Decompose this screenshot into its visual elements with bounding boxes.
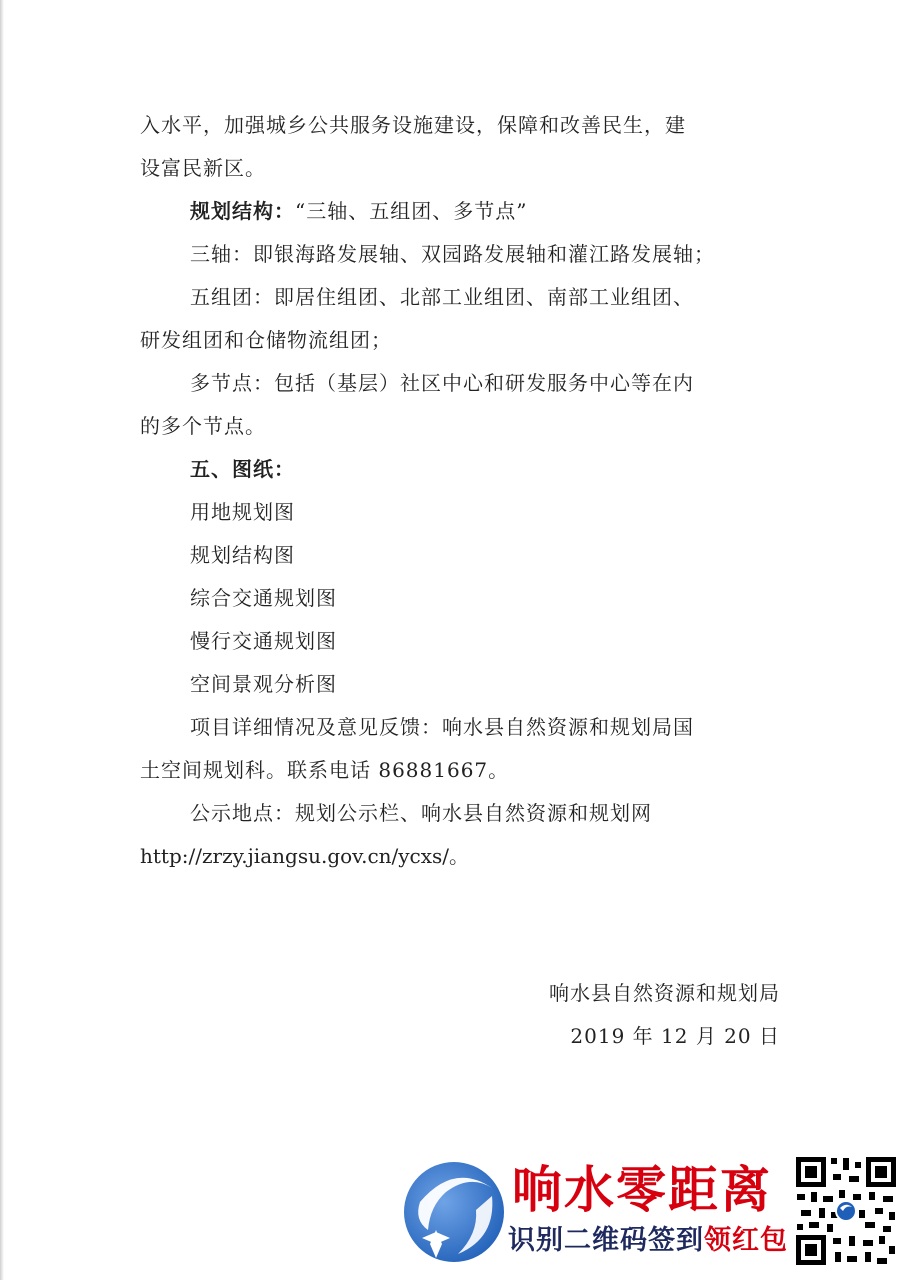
nodes-paragraph-cont: 的多个节点。 (140, 414, 266, 438)
drawing-item: 空间景观分析图 (190, 672, 337, 696)
drawing-item: 用地规划图 (190, 500, 295, 524)
structure-paragraph (140, 190, 780, 233)
page-edge (0, 0, 4, 1280)
document-body (140, 104, 780, 878)
paragraph-line: 入水平，加强城乡公共服务设施建设，保障和改善民生，建 (140, 113, 686, 137)
nodes-paragraph: 多节点：包括（基层）社区中心和研发服务中心等在内 (190, 371, 694, 395)
signature-block (549, 972, 780, 1058)
drawing-item: 慢行交通规划图 (190, 629, 337, 653)
structure-label: 规划结构： (190, 199, 295, 223)
clusters-paragraph: 五组团：即居住组团、北部工业组团、南部工业组团、 (190, 285, 694, 309)
feedback-paragraph: 项目详细情况及意见反馈：响水县自然资源和规划局国 (190, 715, 694, 739)
drawing-item: 综合交通规划图 (190, 586, 337, 610)
drawing-item: 规划结构图 (190, 543, 295, 567)
feedback-paragraph-cont: 土空间规划科。联系电话 86881667。 (140, 758, 510, 782)
clusters-paragraph-cont: 研发组团和仓储物流组团； (140, 328, 392, 352)
brand-name: 响水零距离 (512, 1161, 772, 1219)
axes-paragraph: 三轴：即银海路发展轴、双园路发展轴和灌江路发展轴； (190, 242, 715, 266)
structure-value: “三轴、五组团、多节点” (295, 199, 528, 223)
drawings-heading: 五、图纸： (190, 457, 295, 481)
brand-slogan (508, 1224, 788, 1258)
slogan-highlight: 领红包 (704, 1225, 788, 1256)
swirl-logo-icon (400, 1152, 508, 1270)
promo-footer (0, 1140, 922, 1280)
location-url: http://zrzy.jiangsu.gov.cn/ycxs/。 (140, 844, 470, 868)
paragraph-line: 设富民新区。 (140, 156, 266, 180)
slogan-main: 识别二维码签到 (508, 1225, 704, 1256)
qr-code-icon[interactable] (793, 1154, 899, 1268)
signature-organization: 响水县自然资源和规划局 (549, 981, 780, 1005)
location-paragraph: 公示地点：规划公示栏、响水县自然资源和规划网 (190, 801, 652, 825)
signature-date: 2019 年 12 月 20 日 (570, 1024, 780, 1048)
